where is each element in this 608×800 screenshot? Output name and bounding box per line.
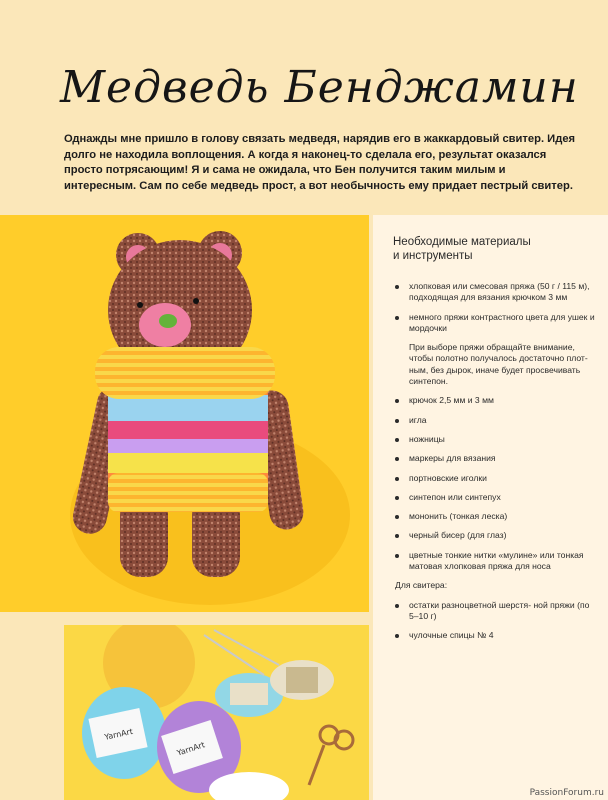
bullet-icon: [395, 316, 399, 320]
bullet-icon: [395, 457, 399, 461]
bear-illustration: [0, 215, 369, 612]
list-item: цветные тонкие нитки «мулине» или тонкая матовая хлопковая пряжа для носа: [395, 550, 595, 573]
sweater-heading: Для свитера:: [395, 580, 448, 591]
materials-panel: [373, 215, 608, 800]
list-item: немного пряжи контрастного цвета для ушек и мордочки: [395, 312, 595, 335]
yarn-note: При выборе пряжи обращайте внимание, чтобы полотно получалось достаточно плот- ным, без дырок, иначе будет просвечивать синтепон.: [409, 342, 588, 387]
materials-list: [395, 281, 595, 650]
yarn-label-1: YarnArt: [103, 726, 134, 742]
list-item: игла: [395, 415, 595, 426]
yarn-illustration: [64, 625, 369, 800]
yarn-photo: [64, 625, 369, 800]
list-item: чулочные спицы № 4: [395, 630, 595, 641]
list-item: остатки разноцветной шерстя- ной пряжи (по 5–10 г): [395, 600, 595, 623]
materials-heading: Необходимые материалы и инструменты: [393, 236, 531, 262]
bullet-icon: [395, 554, 399, 558]
bullet-icon: [395, 604, 399, 608]
bullet-icon: [395, 515, 399, 519]
list-item: хлопковая или смесовая пряжа (50 г / 115 м), подходящая для вязания крючком 3 мм: [395, 281, 595, 304]
page-title: Медведь Бенджамин: [60, 62, 579, 113]
yarn-label-2: YarnArt: [175, 740, 207, 758]
list-item: маркеры для вязания: [395, 453, 595, 464]
bullet-icon: [395, 399, 399, 403]
bullet-icon: [395, 285, 399, 289]
bullet-icon: [395, 634, 399, 638]
bear-photo: [0, 215, 369, 612]
list-item: синтепон или синтепух: [395, 492, 595, 503]
bullet-icon: [395, 419, 399, 423]
list-item: мононить (тонкая леска): [395, 511, 595, 522]
list-item: крючок 2,5 мм и 3 мм: [395, 395, 595, 406]
watermark: PassionForum.ru: [529, 788, 604, 798]
bullet-icon: [395, 534, 399, 538]
intro-paragraph: Однажды мне пришло в голову связать медведя, нарядив его в жаккардовый свитер. Идея долго не находила воплощения. А когда я наконец-то сделала его, результат оказался просто потрясающим! Я и сама не ожидала, что Бен получится таким милым и интересным. Сам по себе медведь прост, а вот необычность ему придает пестрый свитер.: [64, 133, 576, 192]
bullet-icon: [395, 438, 399, 442]
list-item: ножницы: [395, 434, 595, 445]
list-item: черный бисер (для глаз): [395, 530, 595, 541]
bullet-icon: [395, 496, 399, 500]
list-item: портновские иголки: [395, 473, 595, 484]
bullet-icon: [395, 477, 399, 481]
